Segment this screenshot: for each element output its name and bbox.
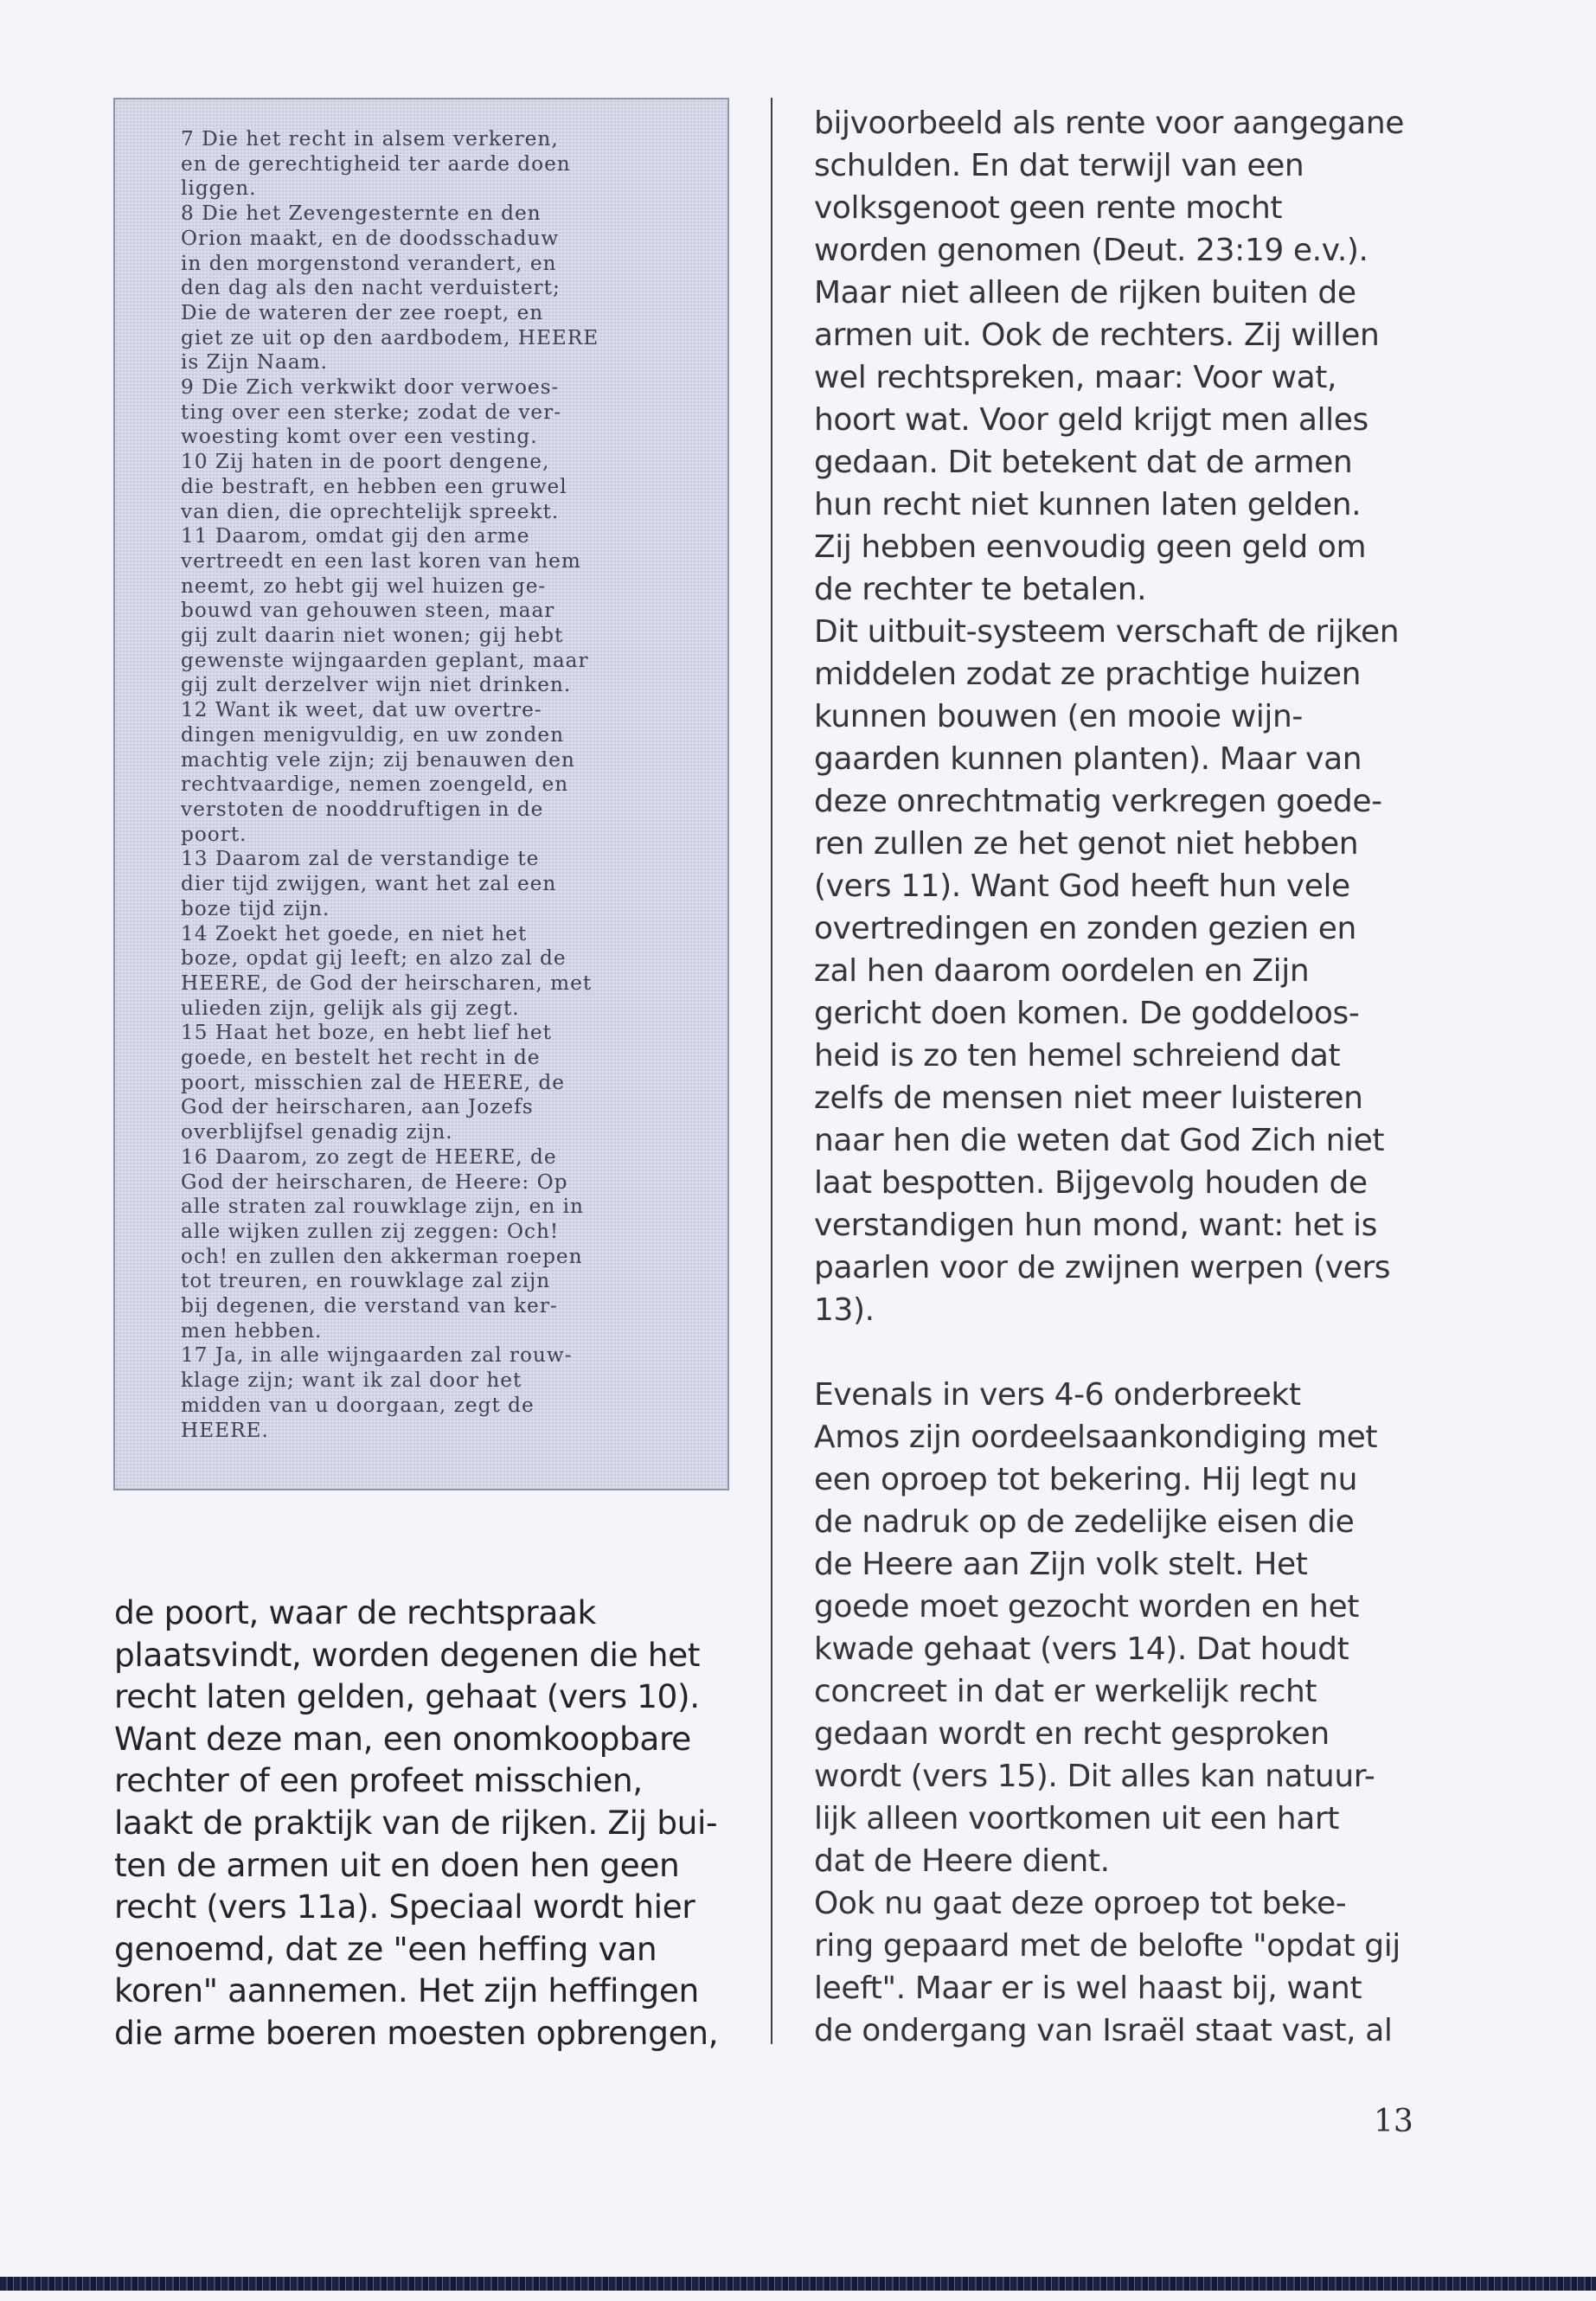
- bible-quote-box: [113, 98, 729, 1490]
- verse-9: 9 Die Zich verkwikt door verwoes- ting over een sterke; zodat de ver- woesting komt over een vesting.: [181, 375, 562, 449]
- verse-14: 14 Zoekt het goede, en niet het boze, opdat gij leeft; en alzo zal de HEERE, de God der heirscharen, met ulieden zijn, gelijk als gij zegt.: [181, 921, 593, 1020]
- column-divider: [771, 98, 772, 2044]
- verse-8: 8 Die het Zevengesternte en den Orion maakt, en de doodsschaduw in den morgenstond verandert, en den dag als den nacht verduistert; Die de wateren der zee roept, en giet ze uit op den aardbodem, HEERE is Zijn Naam.: [181, 202, 599, 375]
- right-column: [814, 102, 1454, 2052]
- verse-11: 11 Daarom, omdat gij den arme vertreedt en een last koren van hem neemt, zo hebt gij wel huizen ge- bouwd van gehouwen steen, maar gij zult daarin niet wonen; gij hebt gewenste wijngaarden geplant, maar gij zult derzelver wijn niet drinken.: [181, 524, 589, 697]
- verse-12: 12 Want ik weet, dat uw overtre- dingen menigvuldig, en uw zonden machtig vele zijn; zij benauwen den rechtvaardige, nemen zoengeld, en verstoten de nooddruftigen in de poort.: [181, 698, 575, 846]
- verse-7: 7 Die het recht in alsem verkeren, en de gerechtigheid ter aarde doen liggen.: [181, 127, 571, 201]
- left-column-paragraph: de poort, waar de rechtspraak plaatsvindt, worden degenen die het recht laten gelden, gehaat (vers 10). Want deze man, een onomkoopbare rechter of een profeet misschien, laakt de praktijk van de rijken. Zij bui- ten de armen uit en doen hen geen recht (vers 11a). Speciaal wordt hier genoemd, dat ze "een heffing van koren" aannemen. Het zijn heffingen die arme boeren moesten opbrengen,: [114, 1593, 719, 2052]
- right-paragraph-1: bijvoorbeeld als rente voor aangegane schulden. En dat terwijl van een volksgenoot geen rente mocht worden genomen (Deut. 23:19 e.v.). Maar niet alleen de rijken buiten de armen uit. Ook de rechters. Zij willen wel rechtspreken, maar: Voor wat, hoort wat. Voor geld krijgt men alles gedaan. Dit betekent dat de armen hun recht niet kunnen laten gelden. Zij hebben eenvoudig geen geld om de rechter te betalen.: [814, 106, 1405, 607]
- verse-16: 16 Daarom, zo zegt de HEERE, de God der heirscharen, de Heere: Op alle straten zal rouwklage zijn, en in alle wijken zullen zij zeggen: Och! och! en zullen den akkerman roepen tot treuren, en rouwklage zal zijn bij degenen, die verstand van ker- men hebben.: [181, 1144, 584, 1343]
- paragraph-spacer: [814, 1331, 1454, 1374]
- page-number: 13: [1374, 2104, 1413, 2139]
- verse-10: 10 Zij haten in de poort dengene, die bestraft, en hebben een gruwel van dien, die oprechtelijk spreekt.: [181, 450, 567, 523]
- right-paragraph-3: Evenals in vers 4-6 onderbreekt Amos zijn oordeelsaankondiging met een oproep tot bekering. Hij legt nu de nadruk op de zedelijke eisen die de Heere aan Zijn volk stelt. Het goede moet gezocht worden en het kwade gehaat (vers 14). Dat houdt concreet in dat er werkelijk recht gedaan wordt en recht gesproken wordt (vers 15). Dit alles kan natuur- lijk alleen voortkomen uit een hart dat de Heere dient.: [814, 1377, 1378, 1879]
- right-paragraph-2: Dit uitbuit-systeem verschaft de rijken middelen zodat ze prachtige huizen kunnen bouwen (en mooie wijn- gaarden kunnen planten). Maar van deze onrechtmatig verkregen goede- ren zullen ze het genot niet hebben (vers 11). Want God heeft hun vele overtredingen en zonden gezien en zal hen daarom oordelen en Zijn gericht doen komen. De goddeloos- heid is zo ten hemel schreiend dat zelfs de mensen niet meer luisteren naar hen die weten dat God Zich niet laat bespotten. Bijgevolg houden de verstandigen hun mond, want: het is paarlen voor de zwijnen werpen (vers 13).: [814, 614, 1400, 1328]
- verse-13: 13 Daarom zal de verstandige te dier tijd zwijgen, want het zal een boze tijd zijn.: [181, 847, 557, 920]
- verse-17: 17 Ja, in alle wijngaarden zal rouw- klage zijn; want ik zal door het midden van u doorgaan, zegt de HEERE.: [181, 1343, 573, 1442]
- scan-edge-band: [0, 2277, 1596, 2291]
- right-paragraph-4: Ook nu gaat deze oproep tot beke- ring gepaard met de belofte "opdat gij leeft". Maar er is wel haast bij, want de ondergang van Israël staat vast, al: [814, 1886, 1401, 2048]
- verse-15: 15 Haat het boze, en hebt lief het goede, en bestelt het recht in de poort, misschien zal de HEERE, de God der heirscharen, aan Jozefs overblijfsel genadig zijn.: [181, 1021, 566, 1144]
